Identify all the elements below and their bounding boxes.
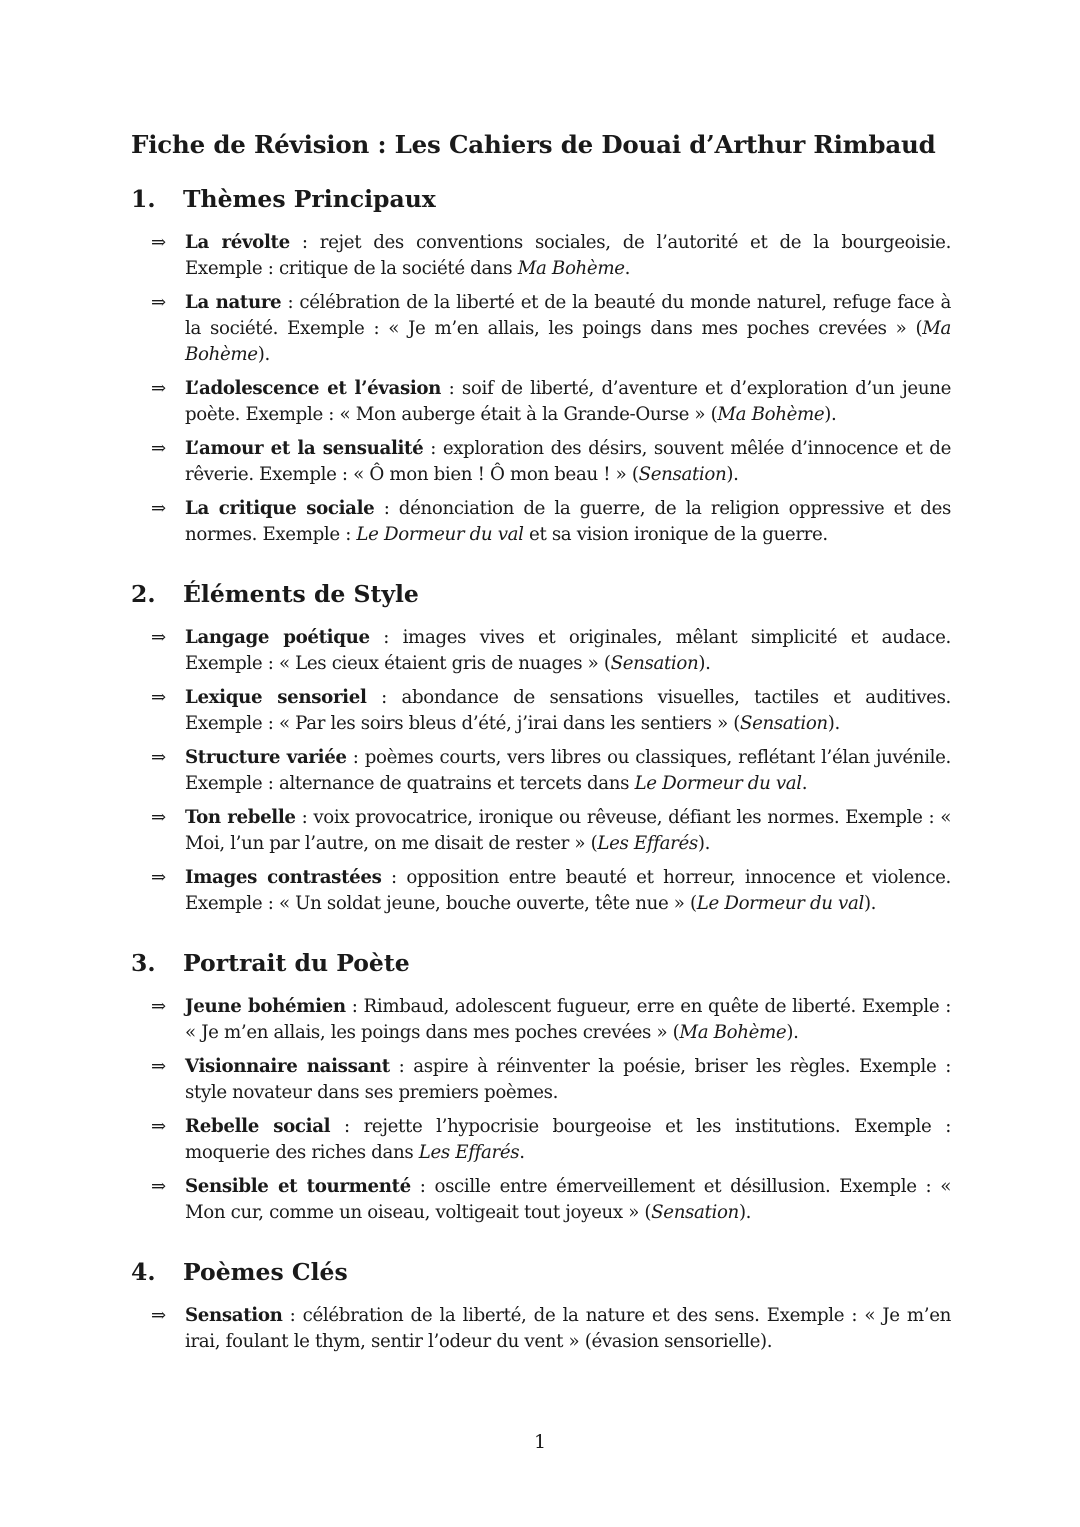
item-term: Images contrastées: [185, 867, 382, 888]
item-text: : dénonciation de la guerre, de la religion oppressive et des normes. Exemple :: [185, 498, 951, 545]
work-title: Le Dormeur du val: [696, 893, 864, 914]
section-number: 3.: [131, 949, 156, 977]
list-item: [131, 1054, 951, 1106]
section-heading: [131, 577, 951, 611]
double-arrow-right-icon: ⇒: [151, 378, 166, 399]
double-arrow-right-icon: ⇒: [151, 867, 166, 888]
work-title: Sensation: [610, 653, 699, 674]
item-text: : soif de liberté, d’aventure et d’exploration d’un jeune poète. Exemple : « Mon auberge était à la Grande-Ourse » (: [185, 378, 951, 425]
item-term: Lexique sensoriel: [185, 687, 367, 708]
section-heading: [131, 182, 951, 216]
list-item: [131, 376, 951, 428]
list-item: [131, 1174, 951, 1226]
item-text: : exploration des désirs, souvent mêlée d’innocence et de rêverie. Exemple : « Ô mon bien ! Ô mon beau ! » (: [185, 438, 952, 485]
item-term: Rebelle social: [185, 1116, 331, 1137]
double-arrow-right-icon: ⇒: [151, 807, 166, 828]
item-text: : Rimbaud, adolescent fugueur, erre en quête de liberté. Exemple : « Je m’en allais, les poings dans mes poches crevées » (: [185, 996, 951, 1043]
section: [131, 577, 951, 917]
bullet-list: [131, 1303, 951, 1355]
item-term: Jeune bohémien: [185, 996, 346, 1017]
list-item: [131, 685, 951, 737]
list-item: [131, 230, 951, 282]
section-title: Thèmes Principaux: [183, 185, 436, 213]
item-text: : rejet des conventions sociales, de l’autorité et de la bourgeoisie. Exemple : critique de la société dans: [185, 232, 952, 279]
item-term: L’amour et la sensualité: [185, 438, 424, 459]
list-item: [131, 625, 951, 677]
item-text: : opposition entre beauté et horreur, innocence et violence. Exemple : « Un soldat jeune, bouche ouverte, tête nue » (: [185, 867, 951, 914]
work-title: Les Effarés: [597, 833, 698, 854]
document-title: Fiche de Révision : Les Cahiers de Douai d’Arthur Rimbaud: [131, 130, 936, 159]
double-arrow-right-icon: ⇒: [151, 232, 166, 253]
item-text: ).: [863, 893, 877, 914]
list-item: [131, 865, 951, 917]
double-arrow-right-icon: ⇒: [151, 498, 166, 519]
item-term: La nature: [185, 292, 282, 313]
list-item: [131, 745, 951, 797]
section-heading: [131, 946, 951, 980]
work-title: Les Effarés: [418, 1142, 520, 1163]
item-term: Visionnaire naissant: [185, 1056, 390, 1077]
section-heading: [131, 1255, 951, 1289]
double-arrow-right-icon: ⇒: [151, 996, 166, 1017]
double-arrow-right-icon: ⇒: [151, 687, 166, 708]
section-title: Poèmes Clés: [183, 1258, 348, 1286]
section: [131, 946, 951, 1226]
section-number: 2.: [131, 580, 156, 608]
item-term: La critique sociale: [185, 498, 375, 519]
item-text: : oscille entre émerveillement et désillusion. Exemple : « Mon cur, comme un oiseau, voltigeait tout joyeux » (: [185, 1176, 951, 1223]
work-title: Sensation: [740, 713, 828, 734]
list-item: [131, 994, 951, 1046]
item-text: ).: [827, 713, 840, 734]
double-arrow-right-icon: ⇒: [151, 1056, 166, 1077]
work-title: Le Dormeur du val: [356, 524, 524, 545]
page-number: 1: [533, 1431, 547, 1453]
item-text: : aspire à réinventer la poésie, briser les règles. Exemple : style novateur dans ses premiers poèmes.: [185, 1056, 951, 1103]
section-title: Portrait du Poète: [183, 949, 410, 977]
work-title: Ma Bohème: [517, 258, 625, 279]
double-arrow-right-icon: ⇒: [151, 1176, 166, 1197]
item-text: ).: [697, 833, 711, 854]
list-item: [131, 1114, 951, 1166]
bullet-list: [131, 230, 951, 548]
item-term: La révolte: [185, 232, 290, 253]
section-number: 1.: [131, 185, 156, 213]
work-title: Le Dormeur du val: [634, 773, 802, 794]
item-text: : célébration de la liberté, de la nature et des sens. Exemple : « Je m’en irai, foulant le thym, sentir l’odeur du vent » (évasion sensorielle).: [185, 1305, 951, 1352]
item-text: et sa vision ironique de la guerre.: [523, 524, 828, 545]
list-item: [131, 290, 951, 368]
item-text: ).: [698, 653, 711, 674]
document-page: [131, 128, 951, 1363]
double-arrow-right-icon: ⇒: [151, 438, 166, 459]
double-arrow-right-icon: ⇒: [151, 627, 166, 648]
item-term: Structure variée: [185, 747, 347, 768]
item-term: Ton rebelle: [185, 807, 296, 828]
work-title: Sensation: [638, 464, 727, 485]
section: [131, 1255, 951, 1355]
item-text: : poèmes courts, vers libres ou classiques, reflétant l’élan juvénile. Exemple : alternance de quatrains et tercets dans: [185, 747, 951, 794]
double-arrow-right-icon: ⇒: [151, 1116, 166, 1137]
item-text: ).: [726, 464, 739, 485]
work-title: Sensation: [651, 1202, 739, 1223]
item-term: Langage poétique: [185, 627, 370, 648]
item-term: Sensation: [185, 1305, 283, 1326]
item-term: Sensible et tourmenté: [185, 1176, 411, 1197]
item-text: .: [624, 258, 631, 279]
item-text: .: [519, 1142, 525, 1163]
sections-container: [131, 182, 951, 1355]
double-arrow-right-icon: ⇒: [151, 292, 166, 313]
work-title: Ma Bohème: [679, 1022, 787, 1043]
item-text: .: [801, 773, 808, 794]
section-title: Éléments de Style: [183, 580, 419, 608]
list-item: [131, 436, 951, 488]
item-term: L’adolescence et l’évasion: [185, 378, 442, 399]
work-title: Ma Bohème: [717, 404, 825, 425]
list-item: [131, 805, 951, 857]
item-text: ).: [738, 1202, 752, 1223]
item-text: : célébration de la liberté et de la beauté du monde naturel, refuge face à la société. Exemple : « Je m’en allais, les poings dans mes poches crevées » (: [185, 292, 951, 339]
item-text: : abondance de sensations visuelles, tactiles et auditives. Exemple : « Par les soirs bleus d’été, j’irai dans les sentiers » (: [185, 687, 951, 734]
item-text: ).: [257, 344, 270, 365]
item-text: ).: [824, 404, 837, 425]
item-text: : rejette l’hypocrisie bourgeoise et les institutions. Exemple : moquerie des riches dans: [185, 1116, 951, 1163]
section: [131, 182, 951, 548]
item-text: : voix provocatrice, ironique ou rêveuse, défiant les normes. Exemple : « Moi, l’un par l’autre, on me disait de rester » (: [185, 807, 951, 854]
section-number: 4.: [131, 1258, 156, 1286]
bullet-list: [131, 994, 951, 1226]
double-arrow-right-icon: ⇒: [151, 1305, 166, 1326]
item-text: : images vives et originales, mêlant simplicité et audace. Exemple : « Les cieux étaient gris de nuages » (: [185, 627, 951, 674]
list-item: [131, 496, 951, 548]
item-text: ).: [786, 1022, 799, 1043]
work-title: Ma Bohème: [185, 318, 951, 365]
list-item: [131, 1303, 951, 1355]
double-arrow-right-icon: ⇒: [151, 747, 166, 768]
bullet-list: [131, 625, 951, 917]
